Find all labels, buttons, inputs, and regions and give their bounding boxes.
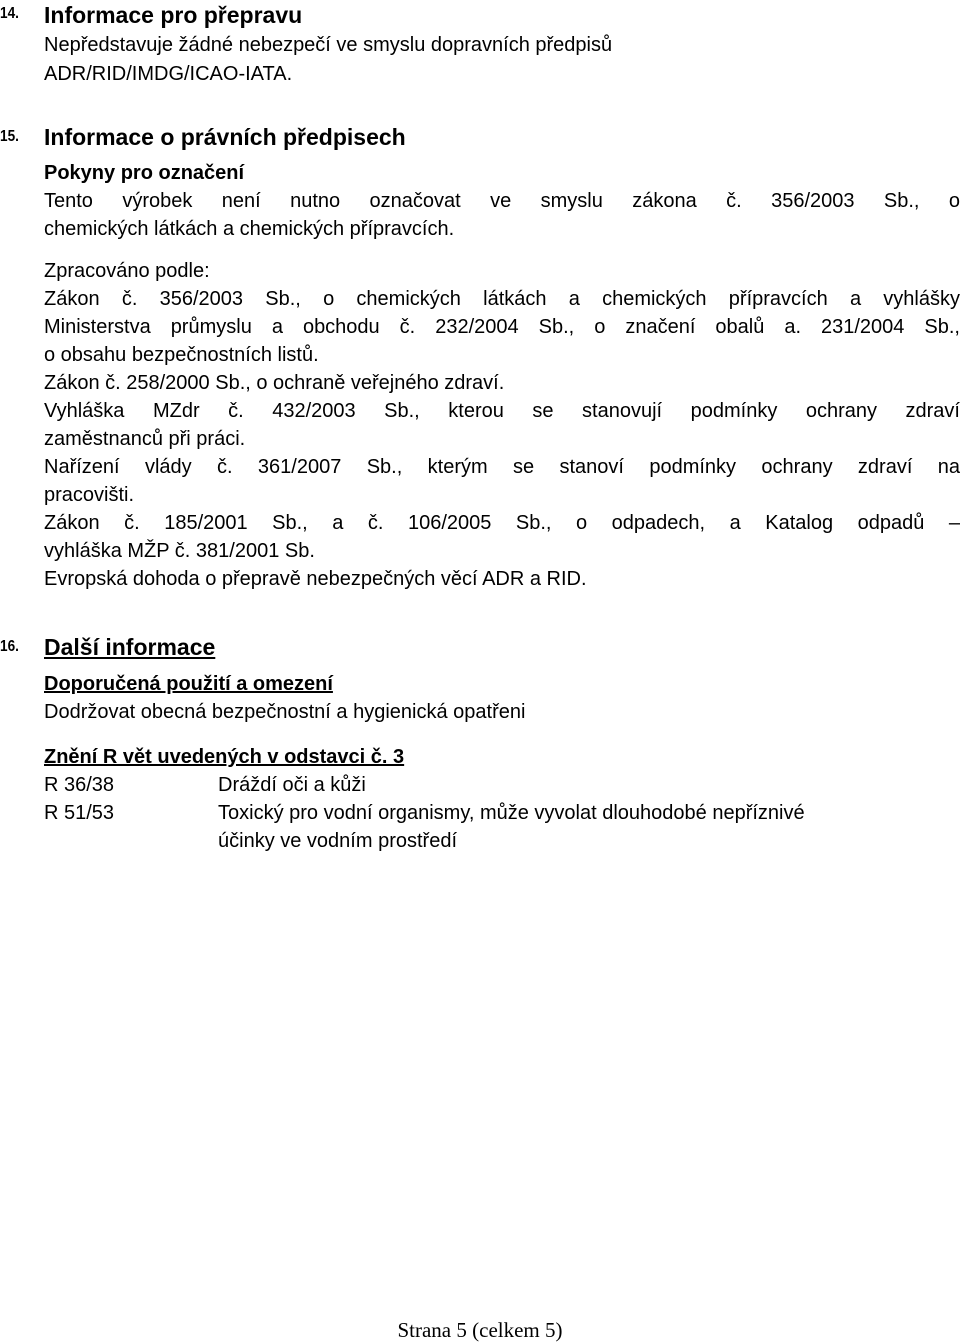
text-line: Nepředstavuje žádné nebezpečí ve smyslu dopravních předpisů [44, 34, 613, 56]
text-line: Ministerstva průmyslu a obchodu č. 232/2004 Sb., o značení obalů a. 231/2004 Sb., [44, 316, 960, 338]
text-line: pracovišti. [44, 484, 135, 506]
subheading: Znění R vět uvedených v odstavci č. 3 [44, 746, 405, 768]
text-line: o obsahu bezpečnostních listů. [44, 344, 319, 366]
page-footer: Strana 5 (celkem 5) [397, 1318, 563, 1342]
r-phrase-code: R 51/53 [44, 802, 115, 824]
section-title: Informace pro přepravu [44, 2, 303, 28]
text-line: Vyhláška MZdr č. 432/2003 Sb., kterou se stanovují podmínky ochrany zdraví [44, 400, 960, 422]
subheading: Doporučená použití a omezení [44, 673, 333, 695]
text-line: Zákon č. 258/2000 Sb., o ochraně veřejného zdraví. [44, 372, 505, 394]
text-line: Nařízení vlády č. 361/2007 Sb., kterým se stanoví podmínky ochrany zdraví na [44, 456, 960, 478]
text-line: chemických látkách a chemických přípravcích. [44, 218, 455, 240]
subheading: Zpracováno podle: [44, 260, 210, 282]
text-line: ADR/RID/IMDG/ICAO-IATA. [44, 63, 293, 85]
text-line: Tento výrobek není nutno označovat ve smyslu zákona č. 356/2003 Sb., o [44, 190, 960, 212]
r-phrase-text-continued: účinky ve vodním prostředí [218, 830, 457, 852]
section-number: 14. [0, 5, 19, 22]
text-line: Zákon č. 356/2003 Sb., o chemických látkách a chemických přípravcích a vyhlášky [44, 288, 960, 310]
text-line: Dodržovat obecná bezpečnostní a hygienická opatřeni [44, 701, 526, 723]
subheading: Pokyny pro označení [44, 162, 245, 184]
text-line: Evropská dohoda o přepravě nebezpečných věcí ADR a RID. [44, 568, 587, 590]
r-phrase-code: R 36/38 [44, 774, 115, 796]
text-line: Zákon č. 185/2001 Sb., a č. 106/2005 Sb., o odpadech, a Katalog odpadů – [44, 512, 960, 534]
section-number: 16. [0, 638, 19, 655]
section-title: Další informace [44, 634, 216, 660]
section-title: Informace o právních předpisech [44, 124, 406, 150]
text-line: zaměstnanců při práci. [44, 428, 246, 450]
r-phrase-text: Dráždí oči a kůži [218, 774, 366, 796]
r-phrase-text: Toxický pro vodní organismy, může vyvolat dlouhodobé nepříznivé [218, 802, 805, 824]
text-line: vyhláška MŽP č. 381/2001 Sb. [44, 540, 315, 562]
section-number: 15. [0, 128, 19, 145]
